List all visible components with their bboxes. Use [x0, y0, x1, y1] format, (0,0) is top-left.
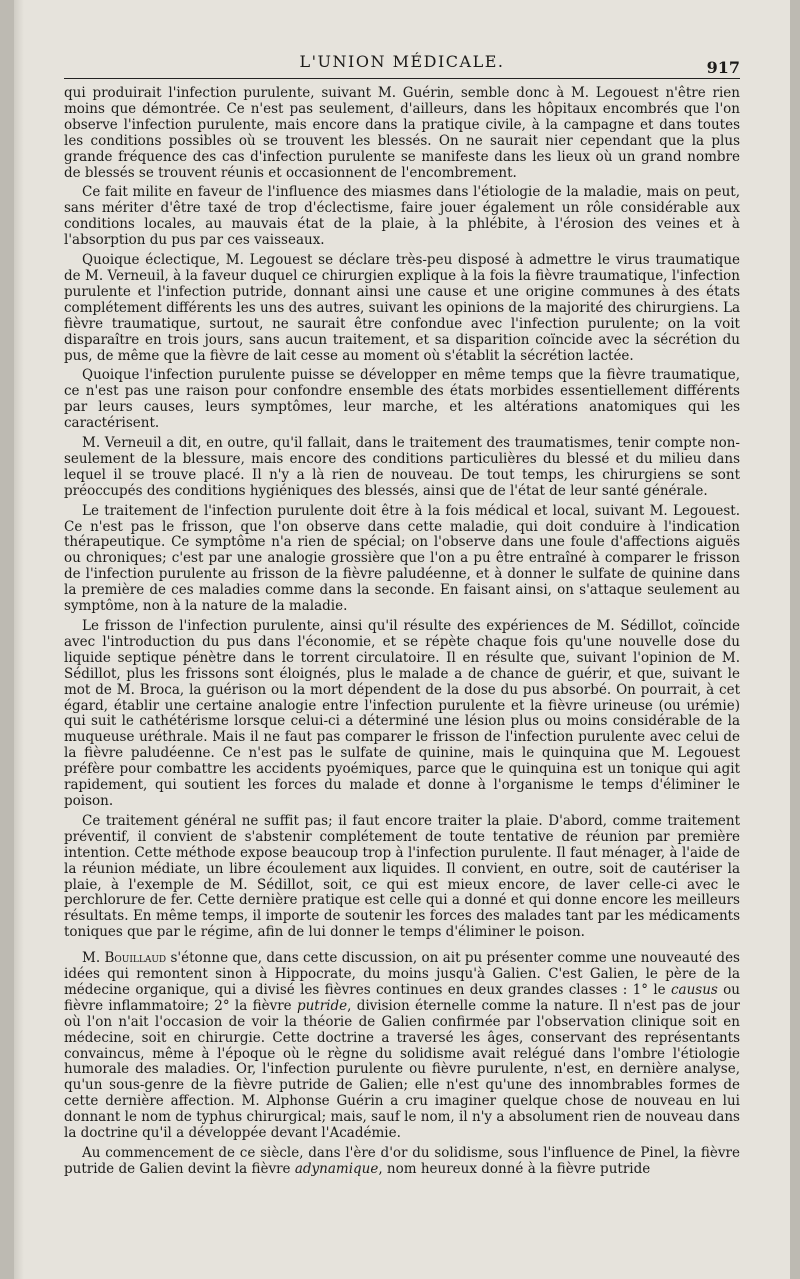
- italic-term: putride: [296, 997, 348, 1014]
- paragraph: Le frisson de l'infection purulente, ainsi qu'il résulte des expériences de M. Sédillot, coïncide avec l'introduction du pus dans l'économie, et se répète chaque fois qu'une nouvelle dose du liquide septique pénètre dans le torrent circulatoire. Il en résulte que, suivant l'opinion de M. Sédillot, plus les frissons sont éloignés, plus le malade a de chance de guérir, et que, suivant le mot de M. Broca, la guérison ou la mort dépendent de la dose du pus absorbé. On pourrait, à cet égard, établir une certaine analogie entre l'infection purulente et la fièvre urineuse (ou urémie) qui suit le cathétérisme lorsque celui-ci a déterminé une lésion plus ou moins considérable de la muqueuse uréthrale. Mais il ne faut pas comparer le frisson de l'infection purulente avec celui de la fièvre paludéenne. Ce n'est pas le sulfate de quinine, mais le quinquina que M. Legouest préfère pour combattre les accidents pyoémiques, parce que le quinquina est un tonique qui agit rapidement, qui soutient les forces du malade et donne à l'organisme le temps d'éliminer le poison.: [64, 618, 740, 809]
- paragraph: qui produirait l'infection purulente, suivant M. Guérin, semble donc à M. Legouest n'être rien moins que démontrée. Ce n'est pas seulement, d'ailleurs, dans les hôpitaux encombrés que l'on observe l'infection purulente, mais encore dans la pratique civile, à la campagne et dans toutes les conditions possibles où se trouvent les blessés. On ne saurait nier cependant que la plus grande fréquence des cas d'infection purulente se manifeste dans les lieux où un grand nombre de blessés se trouvent réunis et occasionnent de l'encombrement.: [64, 85, 740, 181]
- article-body: [64, 86, 740, 1182]
- paragraph: Le traitement de l'infection purulente doit être à la fois médical et local, suivant M. Legouest. Ce n'est pas le frisson, que l'on observe dans cette maladie, qui doit conduire à l'indication thérapeutique. Ce symptôme n'a rien de spécial; on l'observe dans une foule d'affections aiguës ou chroniques; c'est par une analogie grossière que l'on a pu être entraîné à comparer le frisson de l'infection purulente au frisson de la fièvre paludéenne, et à donner le sulfate de quinine dans la première de ces maladies comme dans la seconde. En faisant ainsi, on s'attaque seulement au symptôme, non à la nature de la maladie.: [64, 502, 740, 615]
- page-number: 917: [706, 58, 740, 77]
- running-header: [64, 48, 740, 77]
- text-run: , division éternelle comme la nature. Il n'est pas de jour où l'on n'ait l'occasion de voir la théorie de Galien confirmée par l'observation clinique soit en médecine, soit en chirurgie. Cette doctrine a traversé les âges, conservant des représentants convaincus, même à l'époque où le règne du solidisme avait relégué dans l'ombre l'étiologie humorale des maladies. Or, l'infection purulente ou fièvre purulente, n'est, en dernière analyse, qu'un sous-genre de la fièvre putride de Galien; elle n'est qu'une des innombrables formes de cette dernière affection. M. Alphonse Guérin a cru imaginer quelque chose de nouveau en lui donnant le nom de typhus chirurgical; mais, sauf le nom, il n'y a absolument rien de nouveau dans la doctrine qu'il a développée devant l'Académie.: [64, 997, 740, 1142]
- paragraph: Quoique l'infection purulente puisse se développer en même temps que la fièvre traumatique, ce n'est pas une raison pour confondre ensemble des états morbides essentiellement différents par leurs causes, leurs symptômes, leur marche, et les altérations anatomiques qui les caractérisent.: [64, 367, 740, 432]
- text-run: ou fièvre inflammatoire; 2° la fièvre: [64, 981, 740, 1014]
- paragraph: Ce traitement général ne suffit pas; il faut encore traiter la plaie. D'abord, comme traitement préventif, il convient de s'abstenir complétement de toute tentative de réunion par première intention. Cette méthode expose beaucoup trop à l'infection purulente. Il faut ménager, à l'aide de la réunion médiate, un libre écoulement aux liquides. Il convient, en outre, soit de cautériser la plaie, à l'exemple de M. Sédillot, soit, ce qui est mieux encore, de laver celle-ci avec le perchlorure de fer. Cette dernière pratique est celle qui a donné et qui donne encore les meilleurs résultats. En même temps, il importe de soutenir les forces des malades tant par les médicaments toniques que par le régime, afin de lui donner le temps d'éliminer le poison.: [64, 812, 740, 941]
- paragraph: Quoique éclectique, M. Legouest se déclare très-peu disposé à admettre le virus traumatique de M. Verneuil, à la faveur duquel ce chirurgien explique à la fois la fièvre traumatique, l'infection purulente et l'infection putride, donnant ainsi une cause et une origine communes à des états complétement différents les uns des autres, suivant les opinions de la majorité des chirurgiens. La fièvre traumatique, surtout, ne saurait être confondue avec l'infection purulente; on la voit disparaître en trois jours, sans aucun traitement, et sa disparition coïncide avec la sécrétion du pus, de même que la fièvre de lait cesse au moment où s'établit la sécrétion lactée.: [64, 252, 740, 364]
- journal-title: L'UNION MÉDICALE.: [299, 52, 505, 71]
- text-run: Au commencement de ce siècle, dans l'ère d'or du solidisme, sous l'influence de Pinel, la fièvre putride de Galien devint la fièvre: [64, 1145, 740, 1177]
- journal-page: [14, 0, 790, 1279]
- italic-term: causus: [670, 981, 718, 998]
- italic-term: adynamique: [294, 1160, 379, 1177]
- text-run: , nom heureux donné à la fièvre putride: [378, 1160, 651, 1177]
- paragraph: [64, 1146, 740, 1178]
- paragraph: M. Verneuil a dit, en outre, qu'il fallait, dans le traitement des traumatismes, tenir compte non-seulement de la blessure, mais encore des conditions particulières du blessé et du milieu dans lequel il se trouve placé. Il n'y a là rien de nouveau. De tout temps, les chirurgiens se sont préoccupés des conditions hygiéniques des blessés, ainsi que de l'état de leur santé générale.: [64, 435, 740, 499]
- text-run: s'étonne que, dans cette discussion, on ait pu présenter comme une nouveauté des idées qui remontent sinon à Hippocrate, du moins jusqu'à Galien. C'est Galien, le père de la médecine organique, qui a divisé les fièvres continues en deux grandes classes : 1° le: [64, 950, 740, 998]
- speaker-name: M. Bouillaud: [82, 950, 167, 967]
- paragraph: Ce fait milite en faveur de l'influence des miasmes dans l'étiologie de la maladie, mais on peut, sans mériter d'être taxé de trop d'éclectisme, faire jouer également un rôle considérable aux conditions locales, au mauvais état de la plaie, à la phlébite, à l'érosion des veines et à l'absorption du pus par ces vaisseaux.: [64, 184, 740, 249]
- paragraph-bouillaud: [64, 951, 740, 1142]
- header-rule: [64, 78, 740, 79]
